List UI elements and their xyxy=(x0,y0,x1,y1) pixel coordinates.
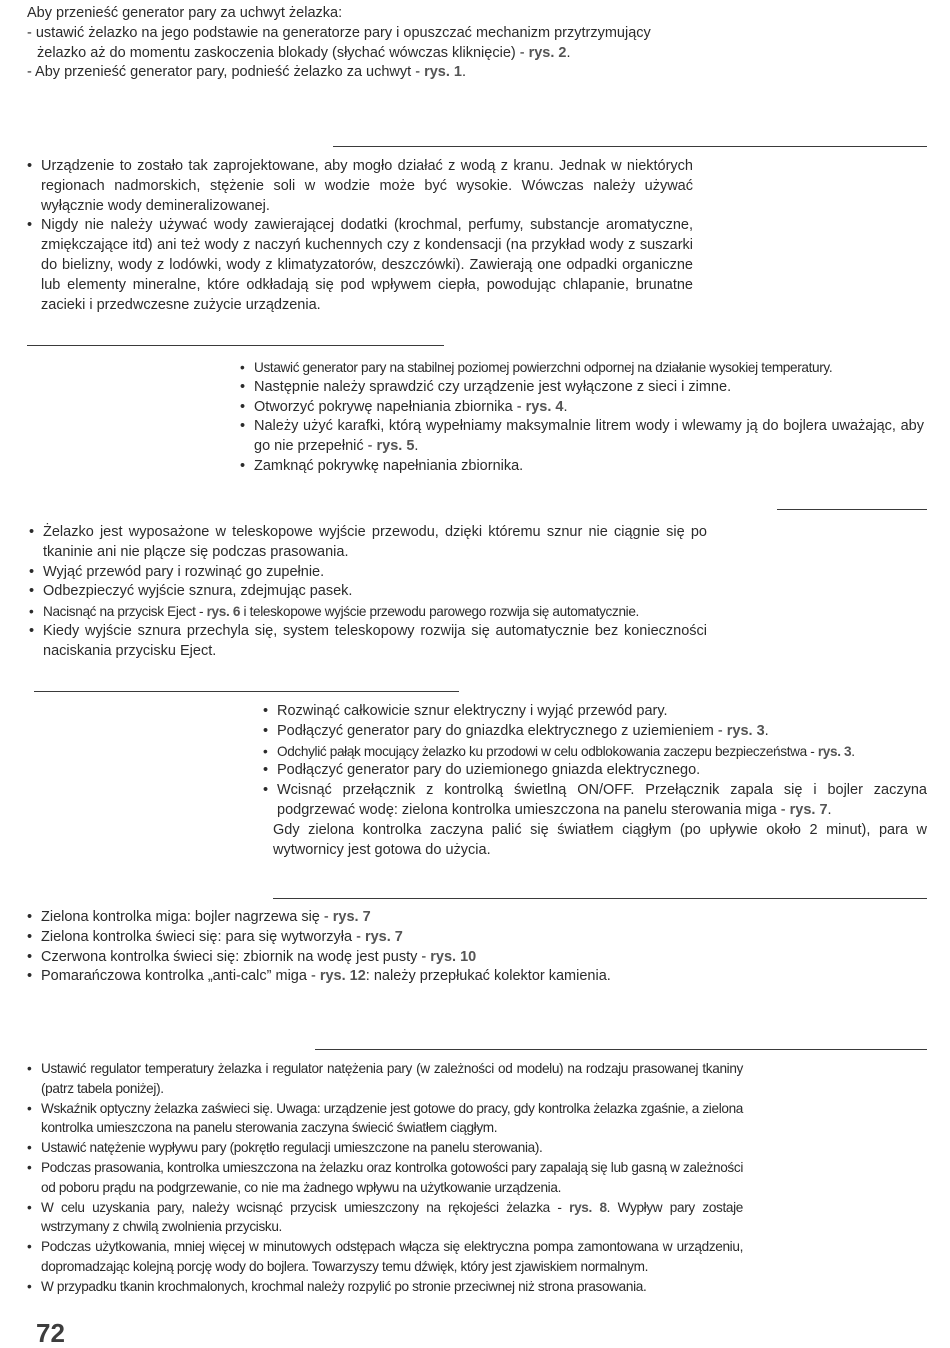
water-bullet-1: • Urządzenie to zostało tak zaprojektowane, aby mogło działać z wodą z kranu. Jednak w niektórych regionach nadmorskich, stężenie soli w wodzie może być wysokie. Wówczas należy używać wyłącznie wody demineralizowanej. xyxy=(27,157,693,216)
section-rule xyxy=(777,509,927,510)
fig-ref: rys. 1 xyxy=(424,64,462,81)
setup-note: Gdy zielona kontrolka zaczyna palić się światłem ciągłym (po upływie około 2 minut), para w wytwornicy jest gotowa do użycia. xyxy=(273,821,927,858)
fig-ref: rys. 10 xyxy=(430,948,477,965)
indicator-bullet-1: • Zielona kontrolka miga: bojler nagrzewa się - rys. 7 xyxy=(27,908,727,928)
carry-step-2: - Aby przenieść generator pary, podnieść żelazko za uchwyt - rys. 1. xyxy=(27,64,467,81)
section-cord xyxy=(29,523,707,662)
fig-ref: rys. 7 xyxy=(364,928,403,945)
fig-ref: rys. 6 xyxy=(206,604,241,620)
ironing-bullet-7: • W przypadku tkanin krochmalonych, krochmal należy rozpylić po stronie przeciwnej niż strona prasowania. xyxy=(27,1277,743,1297)
page-number: 72 xyxy=(36,1318,65,1348)
ironing-bullet-3: • Ustawić natężenie wypływu pary (pokrętło regulacji umieszczone na panelu sterowania). xyxy=(27,1138,743,1158)
carry-step-1-cont: żelazko aż do momentu zaskoczenia blokady (słychać wówczas kliknięcie) - rys. 2. xyxy=(37,44,571,61)
setup-bullet-4: • Podłączyć generator pary do uziemionego gniazda elektrycznego. xyxy=(263,761,927,781)
water-bullet-2: • Nigdy nie należy używać wody zawierającej dodatki (krochmal, perfumy, substancje aromatyczne, zmiękczające itd) ani też wody z naczyń kuchennych czy z kondensacji (na przykład wody z suszarki do bielizny, wody z lodówki, wody z klimatyzatorów, deszczówki). Zawierają one odpadki organiczne lub elementy mineralne, które odkładają się pod wpływem ciepła, powodując chlapanie, brunatne zacieki i przedwczesne zużycie urządzenia. xyxy=(27,216,693,315)
cord-bullet-3: • Odbezpieczyć wyjście sznura, zdejmując pasek. xyxy=(29,582,707,602)
section-rule xyxy=(27,345,444,346)
cord-bullet-5: • Kiedy wyjście sznura przechyla się, system teleskopowy rozwija się automatycznie bez konieczności naciskania przycisku Eject. xyxy=(29,622,707,662)
indicator-bullet-3: • Czerwona kontrolka świeci się: zbiornik na wodę jest pusty - rys. 10 xyxy=(27,948,727,968)
fig-ref: rys. 7 xyxy=(789,801,828,818)
fill-bullet-5: • Zamknąć pokrywkę napełniania zbiornika. xyxy=(240,457,924,477)
section-indicators xyxy=(27,908,727,987)
cord-bullet-1: • Żelazko jest wyposażone w teleskopowe wyjście przewodu, dzięki któremu sznur nie ciągnie się po tkaninie ani nie plącze się podczas prasowania. xyxy=(29,523,707,563)
fig-ref: rys. 2 xyxy=(528,44,567,61)
fig-ref: rys. 3 xyxy=(726,722,765,739)
section-setup xyxy=(263,702,927,860)
fig-ref: rys. 8 xyxy=(569,1199,607,1215)
ironing-bullet-5: • W celu uzyskania pary, należy wcisnąć przycisk umieszczony na rękojeści żelazka - rys. 8. Wypływ pary zostaje wstrzymany z chwilą zwolnienia przycisku. xyxy=(27,1198,743,1238)
section-water xyxy=(27,157,693,315)
fill-bullet-4: • Należy użyć karafki, którą wypełniamy maksymalnie litrem wody i wlewamy ją do bojlera uważając, aby go nie przepełnić - rys. 5. xyxy=(240,417,924,457)
section-filling xyxy=(240,358,924,477)
indicator-bullet-4: • Pomarańczowa kontrolka „anti-calc” miga - rys. 12: należy przepłukać kolektor kamienia. xyxy=(27,967,727,987)
ironing-bullet-1: • Ustawić regulator temperatury żelazka i regulator natężenia pary (w zależności od modelu) na rodzaju prasowanej tkaniny (patrz tabela poniżej). xyxy=(27,1059,743,1099)
section-rule xyxy=(315,1049,927,1050)
fig-ref: rys. 4 xyxy=(525,398,564,415)
indicator-bullet-2: • Zielona kontrolka świeci się: para się wytworzyła - rys. 7 xyxy=(27,928,727,948)
fig-ref: rys. 3 xyxy=(817,743,852,759)
ironing-bullet-6: • Podczas użytkowania, mniej więcej w minutowych odstępach włącza się elektryczna pompa zamontowana w urządzeniu, dopromadzając kolejną porcję wody do bojlera. Towarzyszy temu dźwięk, który jest zjawiskiem normalnym. xyxy=(27,1237,743,1277)
setup-bullet-3: • Odchylić pałąk mocujący żelazko ku przodowi w celu odblokowania zaczepu bezpieczeństwa - rys. 3. xyxy=(263,742,927,762)
fig-ref: rys. 12 xyxy=(319,968,366,985)
ironing-bullet-2: • Wskaźnik optyczny żelazka zaświeci się. Uwaga: urządzenie jest gotowe do pracy, gdy kontrolka żelazka zgaśnie, a zielona kontrolka umieszczona na panelu sterowania zaczyna świecić światłem ciągłym. xyxy=(27,1099,743,1139)
setup-bullet-2: • Podłączyć generator pary do gniazdka elektrycznego z uziemieniem - rys. 3. xyxy=(263,722,927,742)
section-rule xyxy=(333,146,927,147)
setup-bullet-5: • Wcisnąć przełącznik z kontrolką świetlną ON/OFF. Przełącznik zapala się i bojler zaczyna podgrzewać wodę: zielona kontrolka umieszczona na panelu sterowania miga - rys. 7. xyxy=(263,781,927,821)
cord-bullet-4: • Nacisnąć na przycisk Eject - rys. 6 i teleskopowe wyjście przewodu parowego rozwija się automatycznie. xyxy=(29,602,707,622)
section-ironing xyxy=(27,1059,743,1297)
section-rule xyxy=(34,691,459,692)
section-rule xyxy=(273,898,927,899)
cord-bullet-2: • Wyjąć przewód pary i rozwinąć go zupełnie. xyxy=(29,563,707,583)
carry-step-1: - ustawić żelazko na jego podstawie na generatorze pary i opuszczać mechanizm przytrzymujący xyxy=(27,24,651,41)
section-carry-generator xyxy=(27,4,747,83)
fill-bullet-1: • Ustawić generator pary na stabilnej poziomej powierzchni odpornej na działanie wysokiej temperatury. xyxy=(240,358,924,378)
fig-ref: rys. 5 xyxy=(376,438,415,455)
fill-bullet-2: • Następnie należy sprawdzić czy urządzenie jest wyłączone z sieci i zimne. xyxy=(240,378,924,398)
setup-bullet-1: • Rozwinąć całkowicie sznur elektryczny i wyjąć przewód pary. xyxy=(263,702,927,722)
carry-heading-line: Aby przenieść generator pary za uchwyt żelazka: xyxy=(27,5,343,21)
fig-ref: rys. 7 xyxy=(332,909,371,925)
fill-bullet-3: • Otworzyć pokrywę napełniania zbiornika - rys. 4. xyxy=(240,398,924,418)
ironing-bullet-4: • Podczas prasowania, kontrolka umieszczona na żelazku oraz kontrolka gotowości pary zapalają się lub gasną w zależności od poboru prądu na podgrzewanie, co nie ma żadnego wpływu na użytkowanie urządzenia. xyxy=(27,1158,743,1198)
